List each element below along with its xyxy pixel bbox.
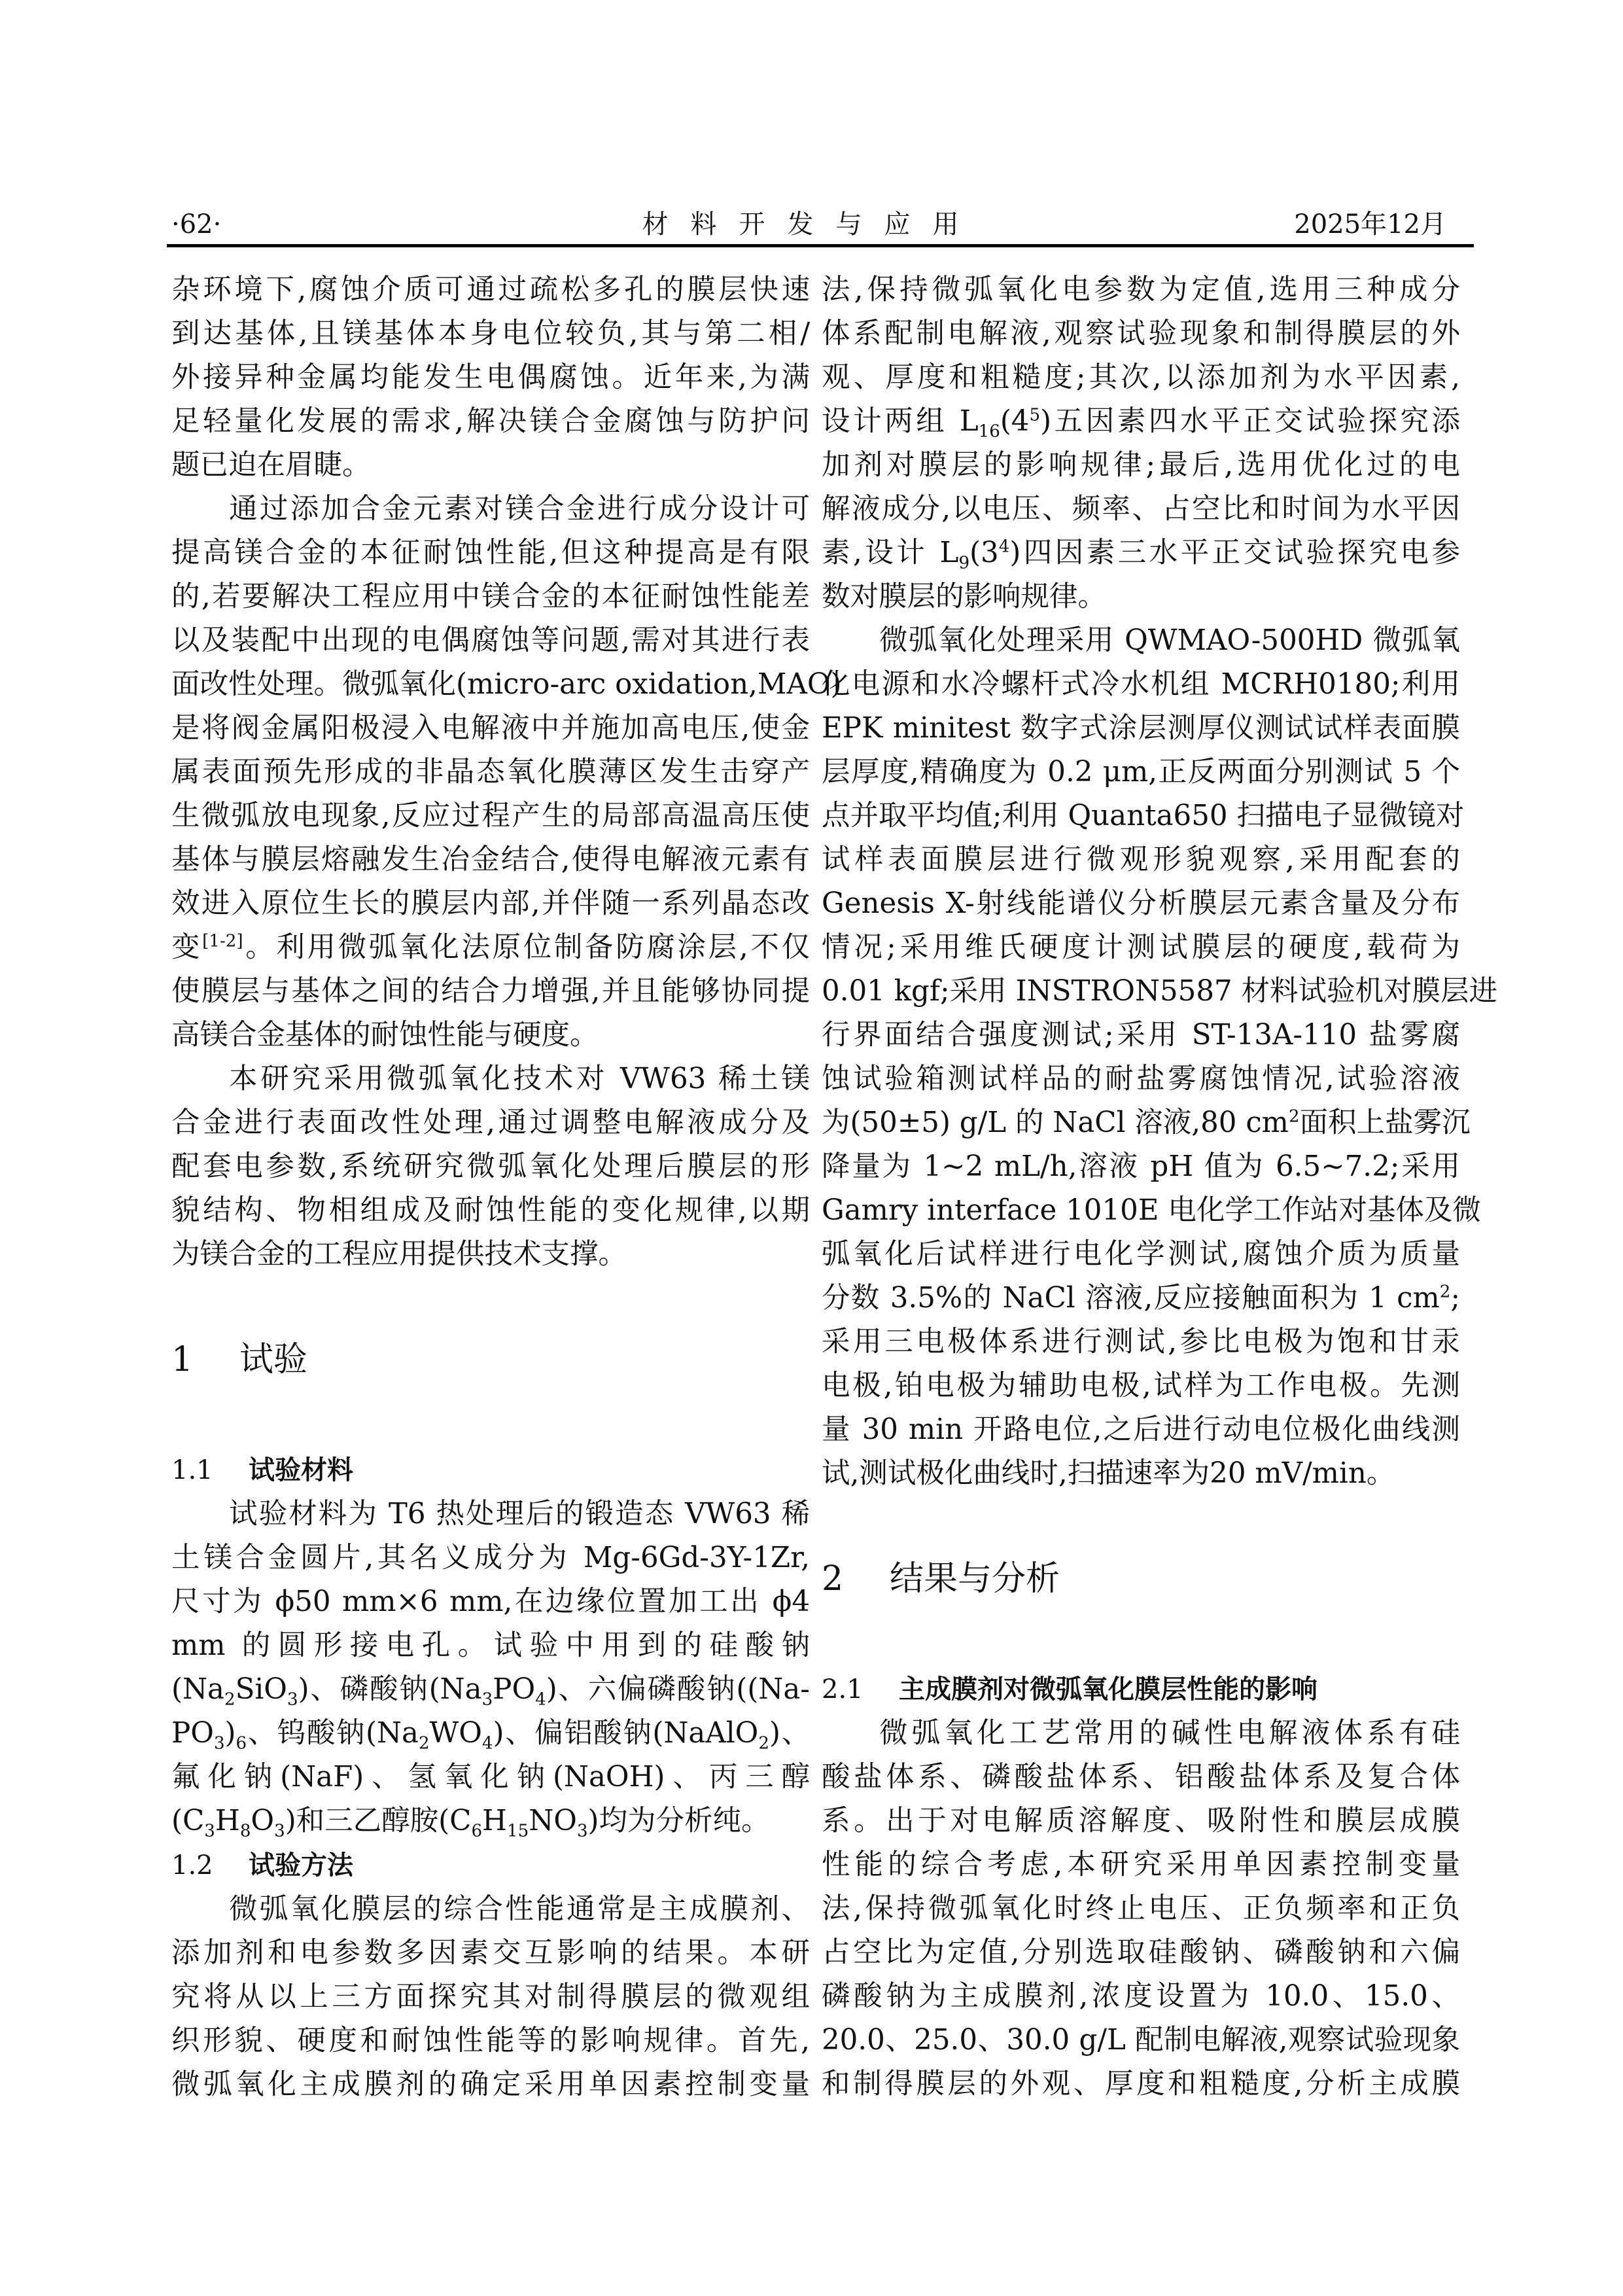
subscript: 6 (471, 1821, 483, 1841)
text-line: 杂环境下,腐蚀介质可通过疏松多孔的膜层快速 (171, 274, 810, 306)
text-line: 题已迫在眉睫。 (171, 449, 371, 482)
section-title: 试验 (239, 1340, 308, 1379)
paragraph-main-film-former (822, 1712, 1460, 2106)
text-line: 到达基体,且镁基体本身电位较负,其与第二相/ (171, 317, 810, 350)
text: O (251, 1805, 275, 1837)
subscript: 9 (958, 553, 970, 573)
text: 变 (171, 931, 203, 964)
text: )五因素四水平正交试验探究添 (1040, 405, 1460, 438)
section-heading-1 (171, 1337, 810, 1383)
text-line: 织形貌、硬度和耐蚀性能等的影响规律。首先, (171, 2024, 810, 2057)
text: (Na (171, 1673, 224, 1706)
text-line: 土镁合金圆片,其名义成分为 Mg-6Gd-3Y-1Zr, (171, 1542, 810, 1574)
text-line: 磷酸钠为主成膜剂,浓度设置为 10.0、15.0、 (822, 1980, 1460, 2013)
subsection-title: 试验材料 (249, 1455, 353, 1485)
text-line: 是将阀金属阳极浸入电解液中并施加高电压,使金 (171, 712, 810, 745)
left-column (171, 268, 842, 2107)
section-title: 结果与分析 (890, 1559, 1060, 1598)
text: 面积上盐雾沉 (1299, 1106, 1471, 1139)
text-line: EPK minitest 数字式涂层测厚仪测试试样表面膜 (822, 712, 1460, 745)
text-line: 以及装配中出现的电偶腐蚀等问题,需对其进行表 (171, 624, 810, 657)
text-line: 的,若要解决工程应用中镁合金的本征耐蚀性能差 (171, 580, 810, 613)
text-line: 弧氧化后试样进行电化学测试,腐蚀介质为质量 (822, 1238, 1460, 1271)
text-line: 降量为 1~2 mL/h,溶液 pH 值为 6.5~7.2;采用 (822, 1150, 1460, 1183)
text-line: 0.01 kgf;采用 INSTRON5587 材料试验机对膜层进 (822, 975, 1498, 1008)
text-line: 效进入原位生长的膜层内部,并伴随一系列晶态改 (171, 887, 810, 920)
subsection-heading-1-1 (171, 1448, 810, 1492)
text: 、钨酸钠(Na (247, 1717, 419, 1750)
superscript: 2 (1288, 1106, 1300, 1127)
text-line: 貌结构、物相组成及耐蚀性能的变化规律,以期 (171, 1194, 810, 1227)
paragraph-equipment (822, 619, 1498, 1496)
text-line: 足轻量化发展的需求,解决镁合金腐蚀与防护问 (171, 405, 810, 438)
text-line: 解液成分,以电压、频率、占空比和时间为水平因 (822, 493, 1460, 525)
subscript: 3 (274, 1821, 285, 1841)
subsection-title: 试验方法 (249, 1850, 353, 1881)
subscript: 3 (576, 1821, 588, 1841)
chem-line (171, 1799, 810, 1843)
subsection-number: 1.1 (171, 1455, 213, 1485)
chem-line (171, 1668, 810, 1712)
subscript: 3 (204, 1821, 215, 1841)
text-line: mm 的圆形接电孔。试验中用到的硅酸钠 (171, 1629, 810, 1662)
subscript: 4 (481, 1733, 493, 1754)
subscript: 3 (213, 1733, 225, 1754)
text-line: 究将从以上三方面探究其对制得膜层的微观组 (171, 1981, 810, 2013)
text-line: 外接异种金属均能发生电偶腐蚀。近年来,为满 (171, 361, 810, 394)
subsection-number: 1.2 (171, 1850, 213, 1881)
text-line: 配套电参数,系统研究微弧氧化处理后膜层的形 (171, 1150, 810, 1183)
paragraph-intro-continued (171, 268, 810, 487)
text: 分数 3.5%的 NaCl 溶液,反应接触面积为 1 cm (822, 1282, 1440, 1315)
text-line: 尺寸为 ϕ50 mm×6 mm,在边缘位置加工出 ϕ4 (171, 1585, 810, 1618)
text-line: 电极,铂电极为辅助电极,试样为工作电极。先测 (822, 1369, 1460, 1402)
text-line: 点并取平均值;利用 Quanta650 扫描电子显微镜对 (822, 800, 1465, 832)
text-line: Genesis X-射线能谱仪分析膜层元素含量及分布 (822, 887, 1460, 920)
section-number: 1 (171, 1340, 194, 1379)
superscript: 5 (1029, 405, 1041, 425)
subscript: 2 (418, 1733, 430, 1754)
text: )均为分析纯。 (587, 1805, 770, 1837)
text-line: 和制得膜层的外观、厚度和粗糙度,分析主成膜 (822, 2068, 1460, 2100)
chem-line (171, 1712, 810, 1756)
text: H (215, 1805, 240, 1837)
section-heading-2 (822, 1556, 1460, 1602)
text-line: 微弧氧化处理采用 QWMAO-500HD 微弧氧 (879, 624, 1460, 657)
text-line: 法,保持微弧氧化电参数为定值,选用三种成分 (822, 274, 1460, 306)
subsection-heading-2-1 (822, 1667, 1460, 1712)
text: NO (529, 1805, 577, 1837)
subsection-heading-1-2 (171, 1843, 810, 1888)
subsection-title: 主成膜剂对微弧氧化膜层性能的影响 (899, 1674, 1318, 1704)
text-line: 高镁合金基体的耐蚀性能与硬度。 (171, 1019, 599, 1051)
text: (C (171, 1805, 205, 1837)
orthogonal-design-line (822, 400, 1460, 444)
text: WO (429, 1717, 482, 1750)
text: H (482, 1805, 507, 1837)
text-line: 层厚度,精确度为 0.2 μm,正反两面分别测试 5 个 (822, 756, 1460, 788)
subscript: 3 (481, 1689, 493, 1710)
text-line: 添加剂和电参数多因素交互影响的结果。本研 (171, 1937, 810, 1969)
text-line: 蚀试验箱测试样品的耐盐雾腐蚀情况,试验溶液 (822, 1063, 1460, 1095)
paragraph-mao-background (171, 487, 842, 1057)
text-line: 试,测试极化曲线时,扫描速率为20 mV/min。 (822, 1457, 1395, 1490)
text-line: 生微弧放电现象,反应过程产生的局部高温高压使 (171, 800, 810, 832)
text-line: 数对膜层的影响规律。 (822, 580, 1106, 613)
citation-ref[interactable]: [1-2] (202, 931, 243, 951)
text-line: 试样表面膜层进行微观形貌观察,采用配套的 (822, 843, 1460, 876)
subscript: 15 (506, 1821, 529, 1841)
subscript: 3 (287, 1689, 298, 1710)
text-line: 属表面预先形成的非晶态氧化膜薄区发生击穿产 (171, 756, 810, 788)
subsection-number: 2.1 (822, 1674, 864, 1704)
text: )、六偏磷酸钠((Na- (546, 1673, 810, 1706)
text-line: 微弧氧化膜层的综合性能通常是主成膜剂、 (229, 1893, 810, 1926)
text: 为(50±5) g/L 的 NaCl 溶液,80 cm (822, 1106, 1289, 1139)
text: PO (493, 1673, 536, 1706)
text-line: 占空比为定值,分别选取硅酸钠、磷酸钠和六偏 (822, 1936, 1460, 1969)
subscript: 4 (535, 1689, 546, 1710)
text-line: 行界面结合强度测试;采用 ST-13A-110 盐雾腐 (822, 1019, 1460, 1051)
journal-title: 材料开发与应用 (642, 209, 981, 239)
subscript: 2 (758, 1733, 769, 1754)
text: (4 (1000, 405, 1030, 438)
section-number: 2 (822, 1559, 844, 1598)
page-number: ·62· (171, 209, 222, 239)
text-line: 氟化钠(NaF)、氢氧化钠(NaOH)、丙三醇 (171, 1761, 810, 1793)
subscript: 6 (236, 1733, 247, 1754)
right-column (822, 268, 1498, 2106)
text-line: 酸盐体系、磷酸盐体系、铝酸盐体系及复合体 (822, 1761, 1460, 1793)
text-line: 采用三电极体系进行测试,参比电极为饱和甘汞 (822, 1326, 1460, 1358)
subscript: 2 (224, 1689, 236, 1710)
text-line: 20.0、25.0、30.0 g/L 配制电解液,观察试验现象 (822, 2024, 1460, 2057)
subscript: 16 (978, 421, 1000, 442)
text: (3 (969, 537, 999, 569)
text-line: 微弧氧化工艺常用的碱性电解液体系有硅 (879, 1717, 1460, 1750)
superscript: 2 (1439, 1282, 1451, 1302)
paragraph-methods (171, 1888, 810, 2107)
orthogonal-design-line (822, 531, 1460, 575)
text: )、偏铝酸钠(NaAlO (493, 1717, 759, 1750)
text-line: 量 30 min 开路电位,之后进行动电位极化曲线测 (822, 1413, 1460, 1446)
text-line: Gamry interface 1010E 电化学工作站对基体及微 (822, 1194, 1481, 1227)
issue-date: 2025年12月 (1294, 209, 1446, 239)
paragraph-study-aim (171, 1057, 810, 1277)
text-line (822, 1101, 1471, 1145)
text: )、 (769, 1717, 810, 1750)
text: PO (171, 1717, 214, 1750)
text-line: 加剂对膜层的影响规律;最后,选用优化过的电 (822, 449, 1460, 482)
text-line-with-citation (171, 926, 810, 970)
paragraph-materials (171, 1492, 810, 1843)
text-line: 化电源和水冷螺杆式冷水机组 MCRH0180;利用 (822, 668, 1460, 701)
text-line: 观、厚度和粗糙度;其次,以添加剂为水平因素, (822, 361, 1460, 394)
text-line: 情况;采用维氏硬度计测试膜层的硬度,载荷为 (822, 931, 1460, 964)
text-line: 合金进行表面改性处理,通过调整电解液成分及 (171, 1106, 810, 1139)
text: SiO (235, 1673, 287, 1706)
text-line: 面改性处理。微弧氧化(micro-arc oxidation,MAO) (171, 668, 842, 701)
header-rule (167, 244, 1474, 247)
text-line: 通过添加合金元素对镁合金进行成分设计可 (229, 493, 810, 525)
subscript: 8 (239, 1821, 251, 1841)
text: )四因素三水平正交试验探究电参 (1009, 537, 1460, 569)
paragraph-methods-continued (822, 268, 1460, 619)
text-line: 系。出于对电解质溶解度、吸附性和膜层成膜 (822, 1805, 1460, 1837)
text-line: 体系配制电解液,观察试验现象和制得膜层的外 (822, 317, 1460, 350)
text: )和三乙醇胺(C (285, 1805, 472, 1837)
text-line: 试验材料为 T6 热处理后的锻造态 VW63 稀 (229, 1498, 810, 1530)
text: ; (1450, 1282, 1460, 1315)
text: )、磷酸钠(Na (298, 1673, 482, 1706)
text: 。利用微弧氧化法原位制备防腐涂层,不仅 (243, 931, 811, 964)
text: 素,设计 L (822, 537, 959, 569)
text-line: 微弧氧化主成膜剂的确定采用单因素控制变量 (171, 2068, 810, 2101)
text-line: 基体与膜层熔融发生冶金结合,使得电解液元素有 (171, 843, 810, 876)
text-line (822, 1277, 1460, 1320)
text-line: 提高镁合金的本征耐蚀性能,但这种提高是有限 (171, 537, 810, 569)
text-line: 本研究采用微弧氧化技术对 VW63 稀土镁 (229, 1063, 810, 1095)
text: ) (224, 1717, 236, 1750)
text-line: 法,保持微弧氧化时终止电压、正负频率和正负 (822, 1892, 1460, 1925)
text-line: 为镁合金的工程应用提供技术支撑。 (171, 1238, 627, 1271)
text-line: 使膜层与基体之间的结合力增强,并且能够协同提 (171, 975, 810, 1008)
text-line: 性能的综合考虑,本研究采用单因素控制变量 (822, 1848, 1460, 1881)
text: 设计两组 L (822, 405, 979, 438)
superscript: 4 (998, 537, 1010, 557)
